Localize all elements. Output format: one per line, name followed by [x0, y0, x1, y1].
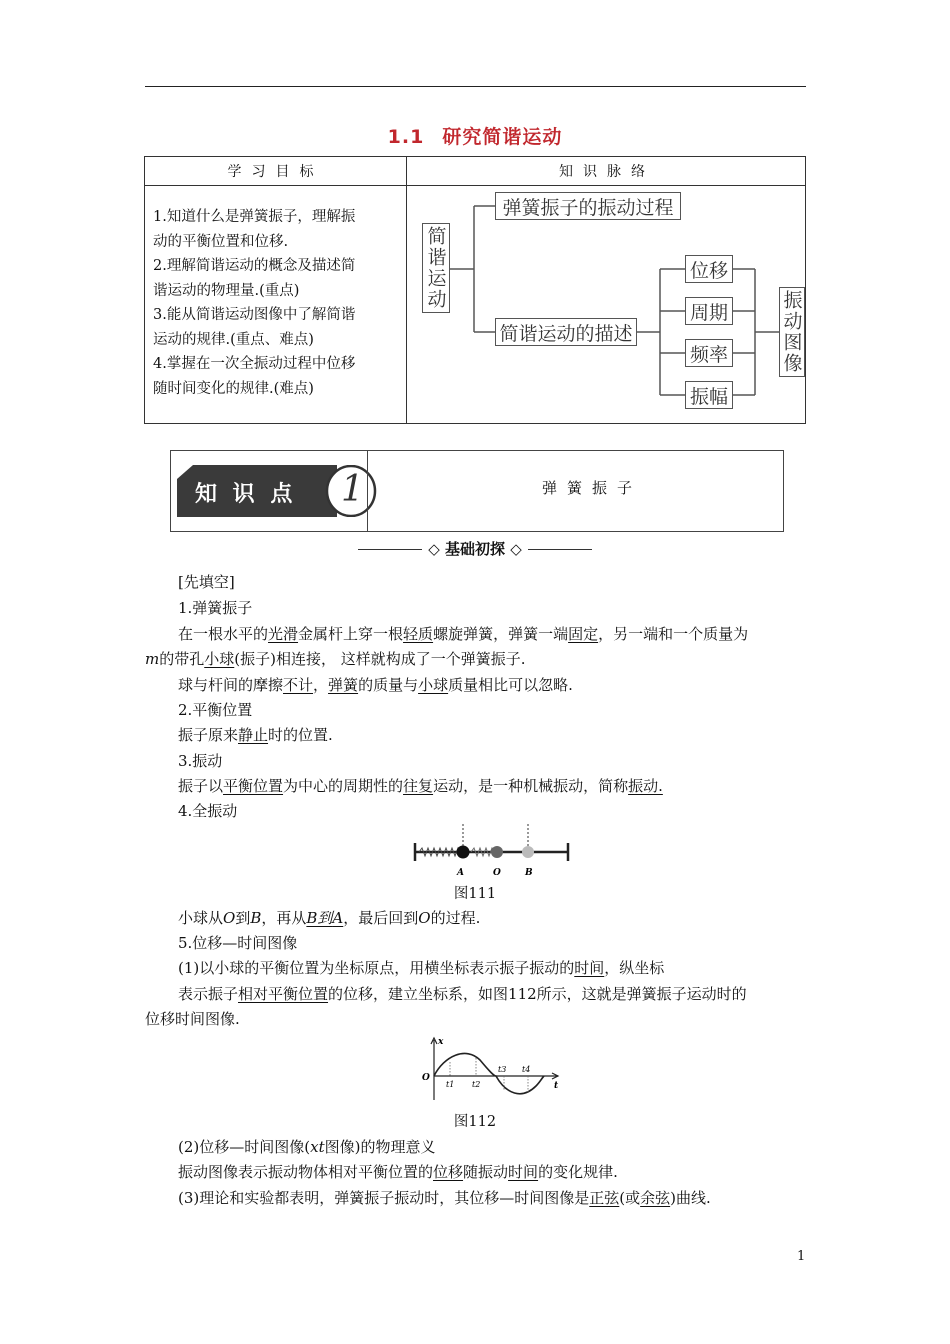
paragraph-2: 振子原来静止时的位置.	[178, 726, 333, 744]
paragraph-5b: 表示振子相对平衡位置的位移，建立坐标系，如图112所示，这就是弹簧振子运动时的	[178, 985, 747, 1003]
figure-caption-1: 图111	[453, 886, 497, 902]
goal-line: 3.能从简谐运动图像中了解简谐	[153, 307, 356, 323]
label-o: O	[493, 868, 501, 878]
banner-divider	[367, 451, 368, 531]
paragraph-1c: 球与杆间的摩擦不计，弹簧的质量与小球质量相比可以忽略.	[178, 676, 573, 694]
paragraph-5a: (1)以小球的平衡位置为坐标原点，用横坐标表示振子振动的时间，纵坐标	[178, 959, 665, 977]
tick-label-t2: t2	[472, 1080, 481, 1089]
axis-label-t: t	[554, 1081, 559, 1091]
map-leaf-frequency: 频率	[685, 339, 733, 367]
label-b: B	[525, 868, 533, 878]
map-final-box: 振动图像	[779, 287, 805, 377]
objectives-table	[144, 156, 806, 424]
paragraph-8: (3)理论和实验都表明，弹簧振子振动时，其位移—时间图像是正弦(或余弦)曲线.	[178, 1189, 711, 1207]
map-branch-spring-oscillator: 弹簧振子的振动过程	[495, 192, 681, 220]
section-heading: ◇ 基础初探 ◇	[0, 538, 950, 559]
paragraph-7: 振动图像表示振动物体相对平衡位置的位移随振动时间的变化规律.	[178, 1163, 618, 1181]
tick-label-t3: t3	[498, 1065, 507, 1074]
label-a: A	[457, 868, 464, 878]
goal-line: 4.掌握在一次全振动过程中位移	[153, 356, 356, 372]
goal-line: 随时间变化的规律.(难点)	[153, 380, 314, 397]
heading-spring-oscillator: 1.弹簧振子	[178, 599, 253, 617]
paragraph-4: 小球从O到B，再从B到A，最后回到O的过程.	[178, 909, 481, 927]
figure-spring-oscillator	[405, 822, 580, 880]
tick-label-t4: t4	[522, 1065, 531, 1074]
goal-line: 运动的规律.(重点、难点)	[153, 331, 314, 348]
heading-rule-left	[358, 549, 422, 550]
paragraph-3: 振子以平衡位置为中心的周期性的往复运动，是一种机械振动，简称振动.	[178, 777, 663, 795]
goal-line: 2.理解简谐运动的概念及描述简	[153, 258, 356, 274]
header-learning-goals: 学习目标	[227, 164, 324, 180]
heading-displacement-time: 5.位移—时间图像	[178, 934, 298, 952]
page-title: 1.1 研究简谐运动	[387, 126, 563, 148]
goal-line: 1.知道什么是弹簧振子，理解振	[153, 209, 356, 225]
map-leaf-amplitude: 振幅	[685, 381, 733, 409]
paragraph-6: (2)位移—时间图像(xt图像)的物理意义	[178, 1138, 436, 1156]
tick-label-t1: t1	[446, 1080, 455, 1089]
paragraph-1a: 在一根水平的光滑金属杆上穿一根轻质螺旋弹簧，弹簧一端固定，另一端和一个质量为	[178, 625, 749, 643]
knowledge-topic-label: 弹簧振子	[541, 479, 642, 497]
knowledge-badge-text: 知 识 点	[195, 482, 297, 507]
paragraph-5c: 位移时间图像.	[145, 1010, 240, 1028]
knowledge-badge-number: 1	[341, 469, 364, 510]
header-knowledge-map: 知识脉络	[559, 164, 655, 180]
map-leaf-displacement: 位移	[685, 255, 733, 283]
map-branch-description: 简谐运动的描述	[495, 318, 637, 346]
knowledge-point-banner	[170, 450, 784, 532]
heading-equilibrium: 2.平衡位置	[178, 701, 253, 719]
figure-xt-graph	[418, 1034, 566, 1104]
heading-rule-right	[528, 549, 592, 550]
axis-label-x: x	[438, 1037, 444, 1047]
page-number: 1	[797, 1249, 806, 1264]
figure-caption-2: 图112	[453, 1114, 497, 1130]
knowledge-badge	[177, 465, 377, 517]
goal-line: 谐运动的物理量.(重点)	[153, 282, 300, 299]
paragraph-1b: m的带孔小球(振子)相连接， 这样就构成了一个弹簧振子.	[145, 650, 526, 668]
goal-line: 动的平衡位置和位移.	[153, 233, 289, 250]
fill-first-label: [先填空]	[178, 573, 235, 591]
origin-label: O	[422, 1073, 430, 1083]
map-root-box: 简谐运动	[422, 223, 450, 313]
heading-vibration: 3.振动	[178, 752, 223, 770]
heading-full-vibration: 4.全振动	[178, 802, 238, 820]
map-leaf-period: 周期	[685, 297, 733, 325]
header-rule	[145, 86, 806, 87]
